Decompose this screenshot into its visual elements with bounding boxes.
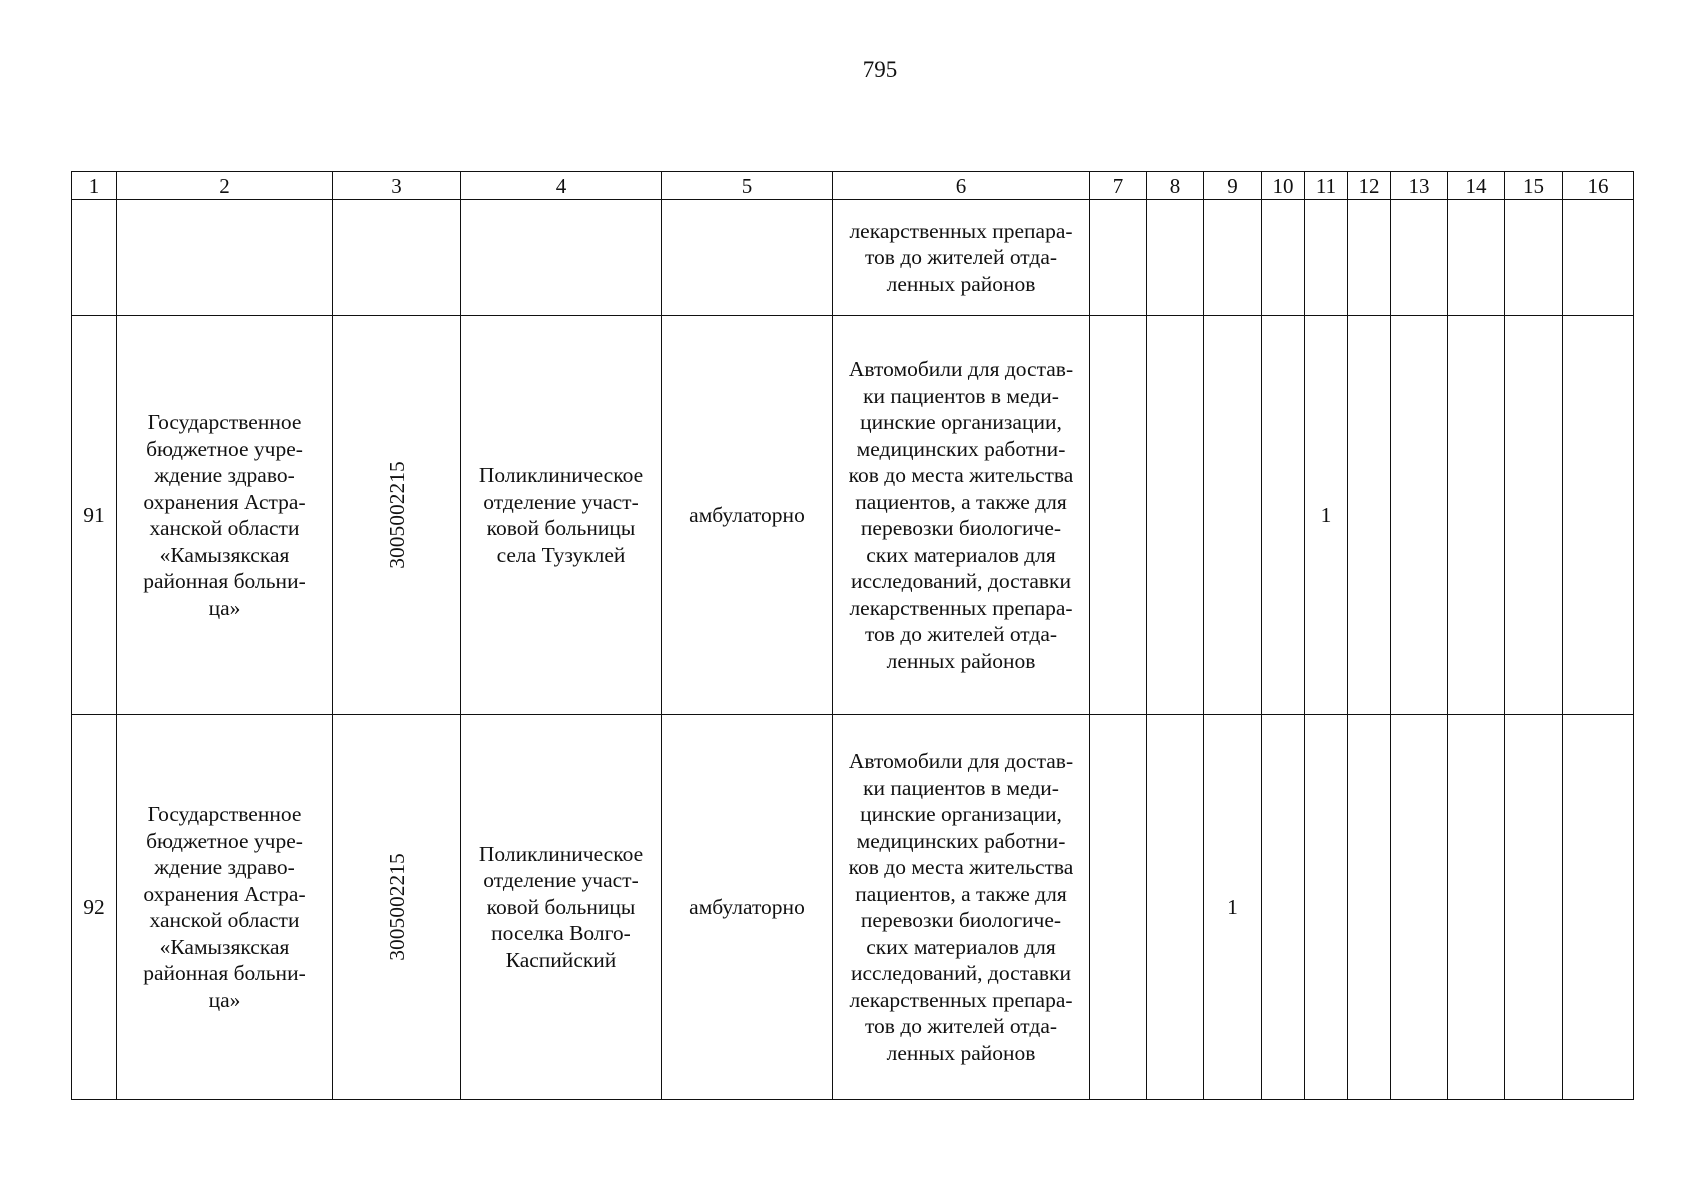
unit-line: села Тузуклей <box>496 542 626 567</box>
column-header: 4 <box>461 172 662 200</box>
purpose-cell <box>833 316 1090 715</box>
count-cell-15 <box>1505 715 1563 1100</box>
count-cell-7 <box>1090 200 1147 316</box>
count-cell-9 <box>1204 200 1262 316</box>
count-cell-8 <box>1147 715 1204 1100</box>
count-cell-9: 1 <box>1204 715 1262 1100</box>
unit-line: Поликлиническое <box>478 463 644 487</box>
organization-line: бюджетное учре- <box>146 828 303 853</box>
column-number-row <box>72 172 1634 200</box>
column-header: 12 <box>1348 172 1391 200</box>
purpose-line: ленных районов <box>886 1040 1036 1065</box>
count-cell-7 <box>1090 316 1147 715</box>
purpose-line: медицинских работни- <box>856 436 1066 461</box>
unit-line: Каспийский <box>505 947 617 972</box>
organization-line: ца» <box>208 595 241 620</box>
column-header: 7 <box>1090 172 1147 200</box>
unit-cell <box>461 715 662 1100</box>
unit-line: отделение участ- <box>483 489 639 514</box>
organization-line: ждение здраво- <box>154 463 295 487</box>
purpose-line: ских материалов для <box>866 934 1056 959</box>
table-row <box>72 715 1634 1100</box>
code-cell <box>333 200 461 316</box>
unit-line: отделение участ- <box>483 868 639 893</box>
mode-cell: амбулаторно <box>662 316 833 715</box>
purpose-line: Автомобили для достав- <box>848 357 1074 381</box>
unit-line: ковой больницы <box>486 516 636 540</box>
unit-cell <box>461 200 662 316</box>
organization-line: «Камызякская <box>159 934 290 959</box>
organization-cell <box>117 316 333 715</box>
purpose-line: тов до жителей отда- <box>864 622 1058 646</box>
purpose-line: цинские организации, <box>860 410 1062 434</box>
organization-line: охранения Астра- <box>143 881 306 906</box>
count-cell-16 <box>1563 316 1634 715</box>
code-text: 3005002215 <box>384 853 409 961</box>
organization-line: бюджетное учре- <box>146 436 303 461</box>
purpose-line: ков до места жительства <box>848 855 1074 879</box>
purpose-line: лекарственных препара- <box>849 218 1073 243</box>
row-number-cell: 92 <box>72 715 117 1100</box>
purpose-line: пациентов, а также для <box>855 881 1067 906</box>
column-header: 15 <box>1505 172 1563 200</box>
organization-line: ца» <box>208 987 241 1012</box>
purpose-line: пациентов, а также для <box>855 489 1067 514</box>
count-cell-15 <box>1505 316 1563 715</box>
count-cell-16 <box>1563 200 1634 316</box>
purpose-line: Автомобили для достав- <box>848 749 1074 773</box>
purpose-line: перевозки биологиче- <box>860 516 1062 540</box>
organization-line: районная больни- <box>143 961 306 985</box>
purpose-cell <box>833 715 1090 1100</box>
purpose-line: исследований, доставки <box>850 961 1072 985</box>
column-header: 14 <box>1448 172 1505 200</box>
organization-line: ждение здраво- <box>154 855 295 879</box>
row-number-cell <box>72 200 117 316</box>
purpose-line: ленных районов <box>886 648 1036 673</box>
organization-cell <box>117 200 333 316</box>
purpose-line: ки пациентов в меди- <box>863 383 1059 408</box>
row-number-cell: 91 <box>72 316 117 715</box>
count-cell-7 <box>1090 715 1147 1100</box>
count-cell-12 <box>1348 200 1391 316</box>
organization-line: «Камызякская <box>159 542 290 567</box>
count-cell-14 <box>1448 200 1505 316</box>
count-cell-13 <box>1391 316 1448 715</box>
count-cell-11 <box>1305 715 1348 1100</box>
count-cell-11 <box>1305 200 1348 316</box>
organization-cell <box>117 715 333 1100</box>
purpose-line: тов до жителей отда- <box>864 1014 1058 1038</box>
unit-line: поселка Волго- <box>491 921 631 946</box>
vehicle-allocation-table <box>71 171 1634 1100</box>
organization-line: Государственное <box>147 802 302 826</box>
count-cell-15 <box>1505 200 1563 316</box>
mode-cell <box>662 200 833 316</box>
column-header: 2 <box>117 172 333 200</box>
count-cell-16 <box>1563 715 1634 1100</box>
organization-line: охранения Астра- <box>143 489 306 514</box>
code-text: 3005002215 <box>384 461 409 569</box>
column-header: 6 <box>833 172 1090 200</box>
purpose-cell <box>833 200 1090 316</box>
column-header: 9 <box>1204 172 1262 200</box>
column-header: 13 <box>1391 172 1448 200</box>
purpose-line: лекарственных препара- <box>849 595 1073 620</box>
count-cell-11: 1 <box>1305 316 1348 715</box>
purpose-line: цинские организации, <box>860 802 1062 826</box>
code-cell <box>333 316 461 715</box>
unit-cell <box>461 316 662 715</box>
purpose-line: исследований, доставки <box>850 569 1072 593</box>
column-header: 5 <box>662 172 833 200</box>
count-cell-10 <box>1262 715 1305 1100</box>
unit-line: ковой больницы <box>486 894 636 919</box>
count-cell-12 <box>1348 316 1391 715</box>
table-row <box>72 316 1634 715</box>
purpose-line: ков до места жительства <box>848 463 1074 487</box>
count-cell-10 <box>1262 200 1305 316</box>
purpose-line: ки пациентов в меди- <box>863 775 1059 800</box>
count-cell-14 <box>1448 715 1505 1100</box>
purpose-line: ских материалов для <box>866 542 1056 567</box>
count-cell-12 <box>1348 715 1391 1100</box>
count-cell-10 <box>1262 316 1305 715</box>
column-header: 10 <box>1262 172 1305 200</box>
mode-cell: амбулаторно <box>662 715 833 1100</box>
organization-line: районная больни- <box>143 569 306 593</box>
purpose-line: ленных районов <box>886 271 1036 296</box>
code-cell <box>333 715 461 1100</box>
purpose-line: перевозки биологиче- <box>860 908 1062 932</box>
count-cell-8 <box>1147 200 1204 316</box>
column-header: 3 <box>333 172 461 200</box>
purpose-line: медицинских работни- <box>856 828 1066 853</box>
count-cell-14 <box>1448 316 1505 715</box>
count-cell-9 <box>1204 316 1262 715</box>
unit-line: Поликлиническое <box>478 841 644 866</box>
count-cell-13 <box>1391 200 1448 316</box>
column-header: 8 <box>1147 172 1204 200</box>
column-header: 16 <box>1563 172 1634 200</box>
table-row-continuation <box>72 200 1634 316</box>
organization-line: ханской области <box>149 908 300 932</box>
column-header: 1 <box>72 172 117 200</box>
organization-line: ханской области <box>149 516 300 540</box>
purpose-line: тов до жителей отда- <box>864 245 1058 270</box>
count-cell-8 <box>1147 316 1204 715</box>
count-cell-13 <box>1391 715 1448 1100</box>
purpose-line: лекарственных препара- <box>849 987 1073 1012</box>
column-header: 11 <box>1305 172 1348 200</box>
page-number: 795 <box>862 57 898 82</box>
organization-line: Государственное <box>147 410 302 434</box>
